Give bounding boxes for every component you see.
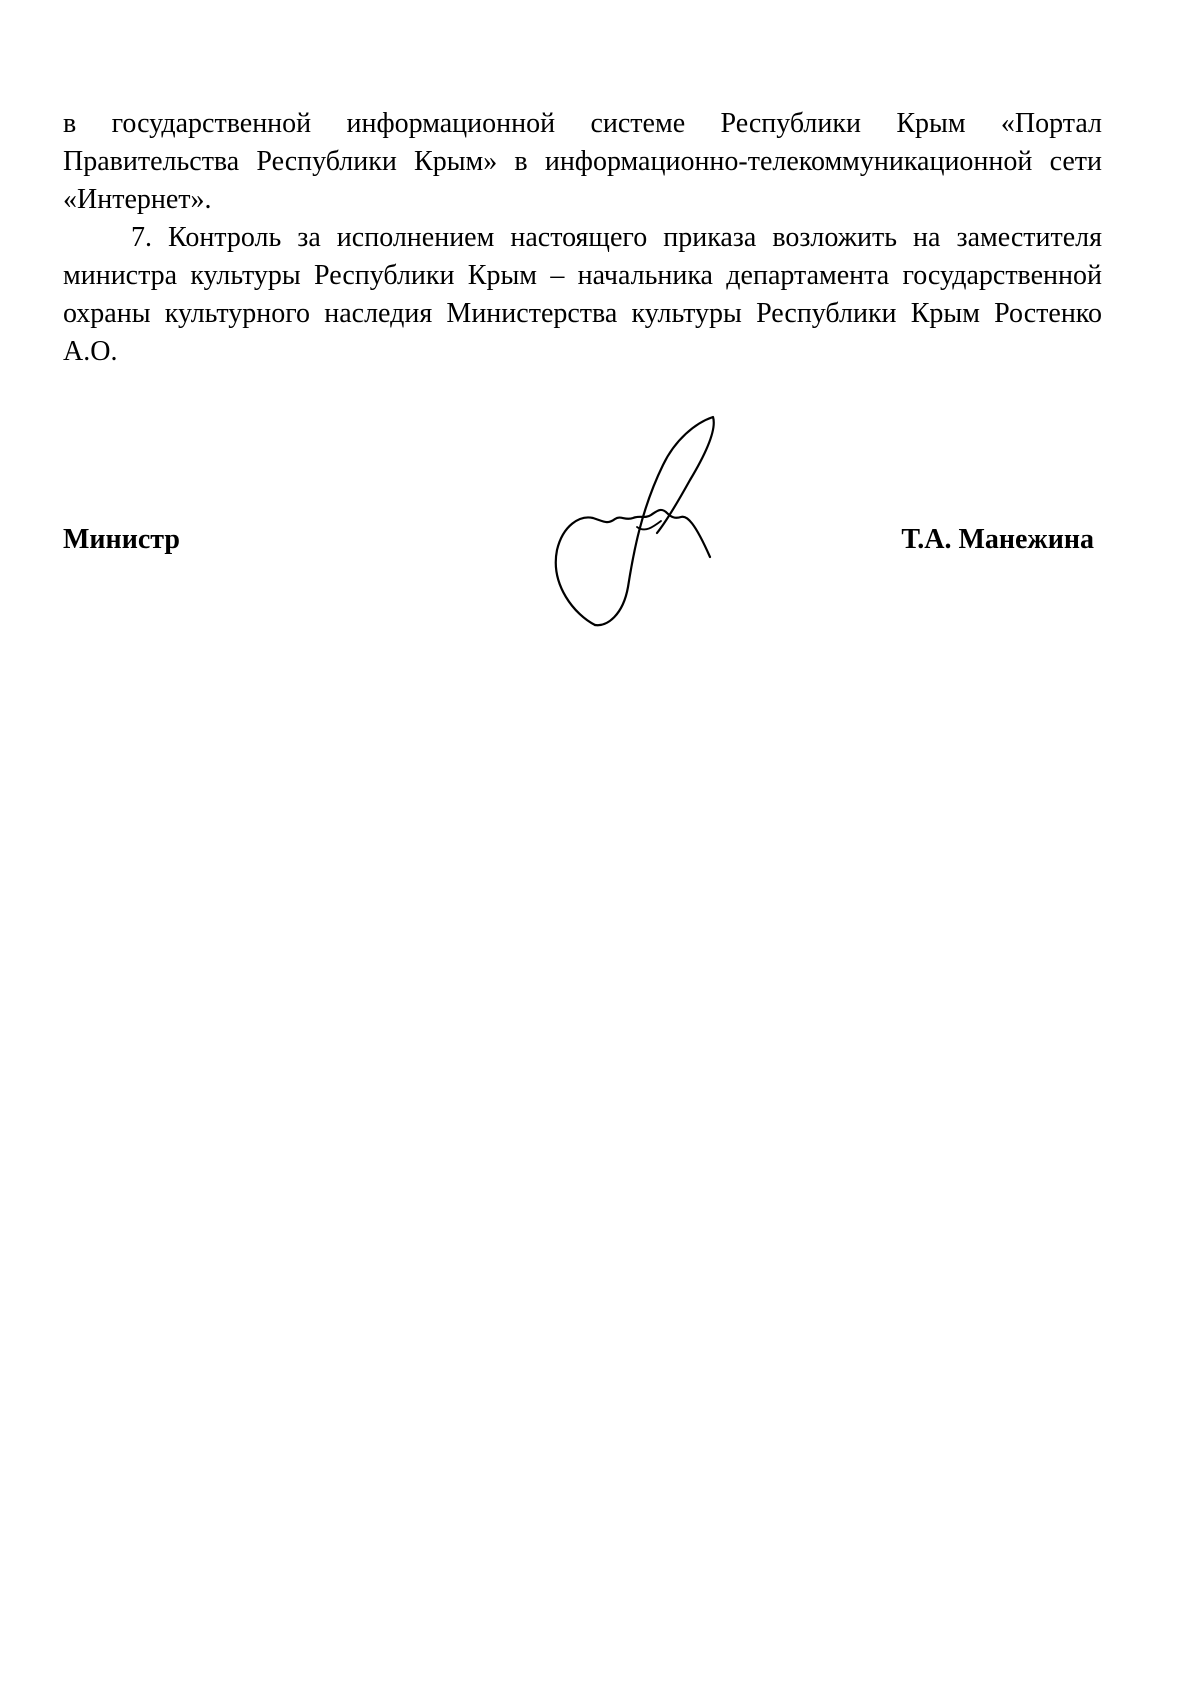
signer-name: Т.А. Манежина: [901, 524, 1094, 555]
document-body: [63, 105, 1102, 371]
paragraph-continuation: в государственной информационной системе Республики Крым «Портал Правительства Республики Крым» в информационно-телекоммуникационной сети «Интернет».: [63, 108, 1102, 215]
handwritten-signature-icon: [545, 415, 725, 640]
paragraph-item-7: 7. Контроль за исполнением настоящего приказа возложить на заместителя министра культуры Республики Крым – начальника департамента государственной охраны культурного наследия Министерства культуры Республики Крым Ростенко А.О.: [63, 222, 1102, 367]
signer-position: Министр: [63, 524, 180, 555]
